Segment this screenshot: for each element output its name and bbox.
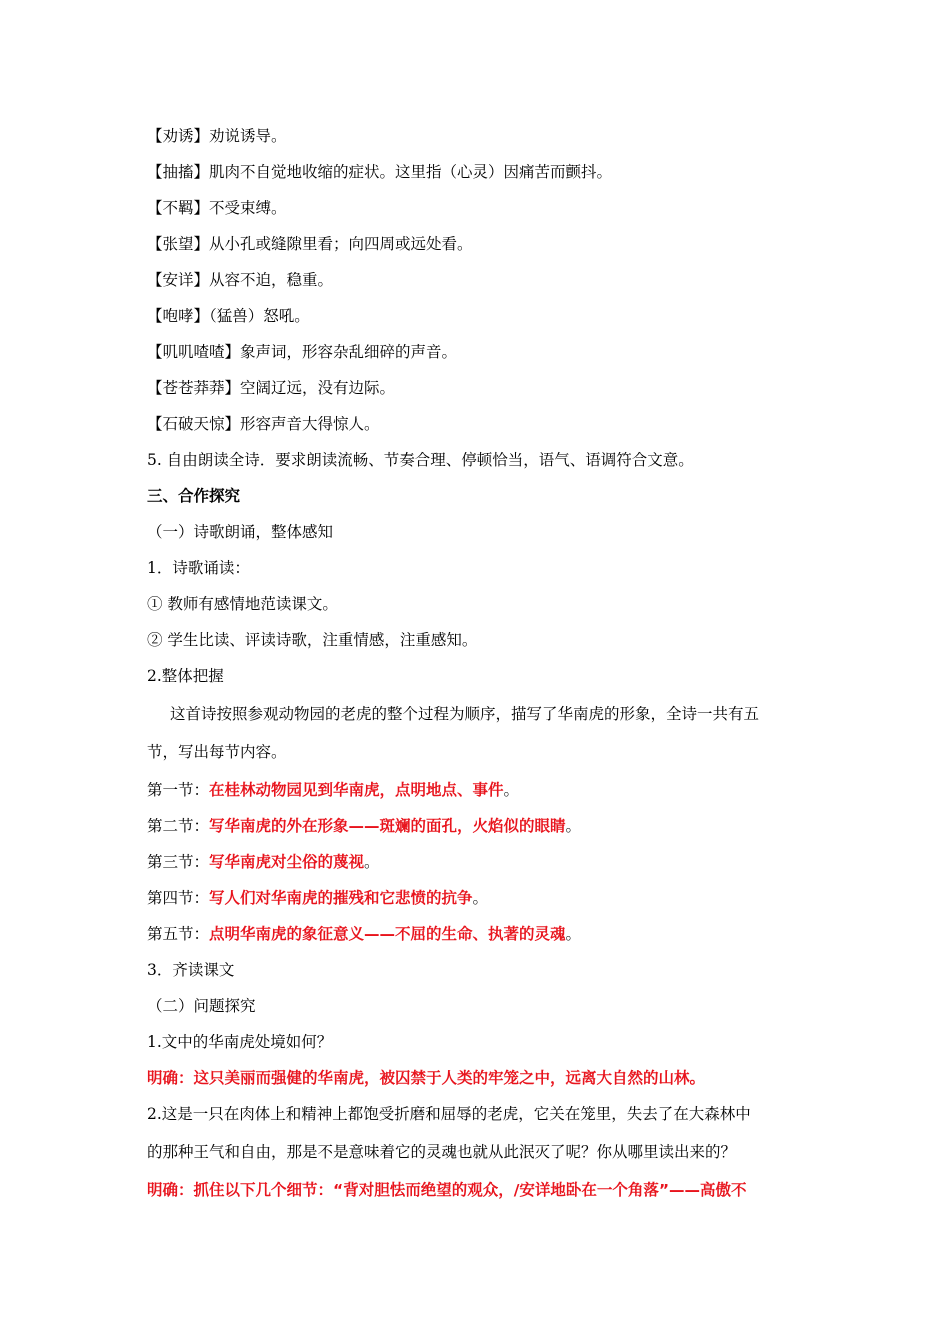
step-heading: 2.整体把握: [147, 667, 224, 685]
stanza-summary: 第五节：点明华南虎的象征意义——不屈的生命、执著的灵魂。: [147, 925, 582, 943]
stanza-summary: 第三节：写华南虎对尘俗的蔑视。: [147, 853, 380, 871]
reading-instruction: 5. 自由朗读全诗．要求朗读流畅、节奏合理、停顿恰当，语气、语调符合文意。: [147, 451, 694, 469]
answer: 明确：这只美丽而强健的华南虎，被囚禁于人类的牢笼之中，远离大自然的山林。: [147, 1069, 706, 1087]
section-heading: 三、合作探究: [147, 487, 241, 505]
paragraph-line: 这首诗按照参观动物园的老虎的整个过程为顺序，描写了华南虎的形象，全诗一共有五: [170, 705, 760, 723]
glossary-item: 【安详】从容不迫，稳重。: [147, 271, 334, 289]
step-item: ① 教师有感情地范读课文。: [147, 595, 338, 613]
subsection-heading: （一）诗歌朗诵，整体感知: [147, 523, 334, 541]
stanza-summary: 第四节：写人们对华南虎的摧残和它悲愤的抗争。: [147, 889, 489, 907]
glossary-item: 【不羁】不受束缚。: [147, 199, 287, 217]
glossary-item: 【叽叽喳喳】象声词，形容杂乱细碎的声音。: [147, 343, 458, 361]
glossary-item: 【张望】从小孔或缝隙里看；向四周或远处看。: [147, 235, 473, 253]
question-line: 的那种王气和自由，那是不是意味着它的灵魂也就从此泯灭了呢？你从哪里读出来的？: [147, 1143, 737, 1161]
subsection-heading: （二）问题探究: [147, 997, 256, 1015]
glossary-item: 【抽搐】肌肉不自觉地收缩的症状。这里指（心灵）因痛苦而颤抖。: [147, 163, 613, 181]
question-line: 2.这是一只在肉体上和精神上都饱受折磨和屈辱的老虎，它关在笼里，失去了在大森林中: [147, 1105, 751, 1123]
stanza-summary: 第二节：写华南虎的外在形象——斑斓的面孔，火焰似的眼睛。: [147, 817, 582, 835]
step-heading: 3．齐读课文: [147, 961, 235, 979]
glossary-item: 【咆哮】（猛兽）怒吼。: [147, 307, 310, 325]
paragraph-line: 节，写出每节内容。: [147, 743, 287, 761]
glossary-item: 【苍苍莽莽】空阔辽远，没有边际。: [147, 379, 396, 397]
glossary-item: 【石破天惊】形容声音大得惊人。: [147, 415, 380, 433]
answer: 明确：抓住以下几个细节：“背对胆怯而绝望的观众，/安详地卧在一个角落”——高傲不: [147, 1181, 747, 1199]
glossary-item: 【劝诱】劝说诱导。: [147, 127, 287, 145]
step-item: ② 学生比读、评读诗歌，注重情感，注重感知。: [147, 631, 478, 649]
stanza-summary: 第一节：在桂林动物园见到华南虎，点明地点、事件。: [147, 781, 520, 799]
step-heading: 1．诗歌诵读：: [147, 559, 250, 577]
question: 1.文中的华南虎处境如何？: [147, 1033, 333, 1051]
